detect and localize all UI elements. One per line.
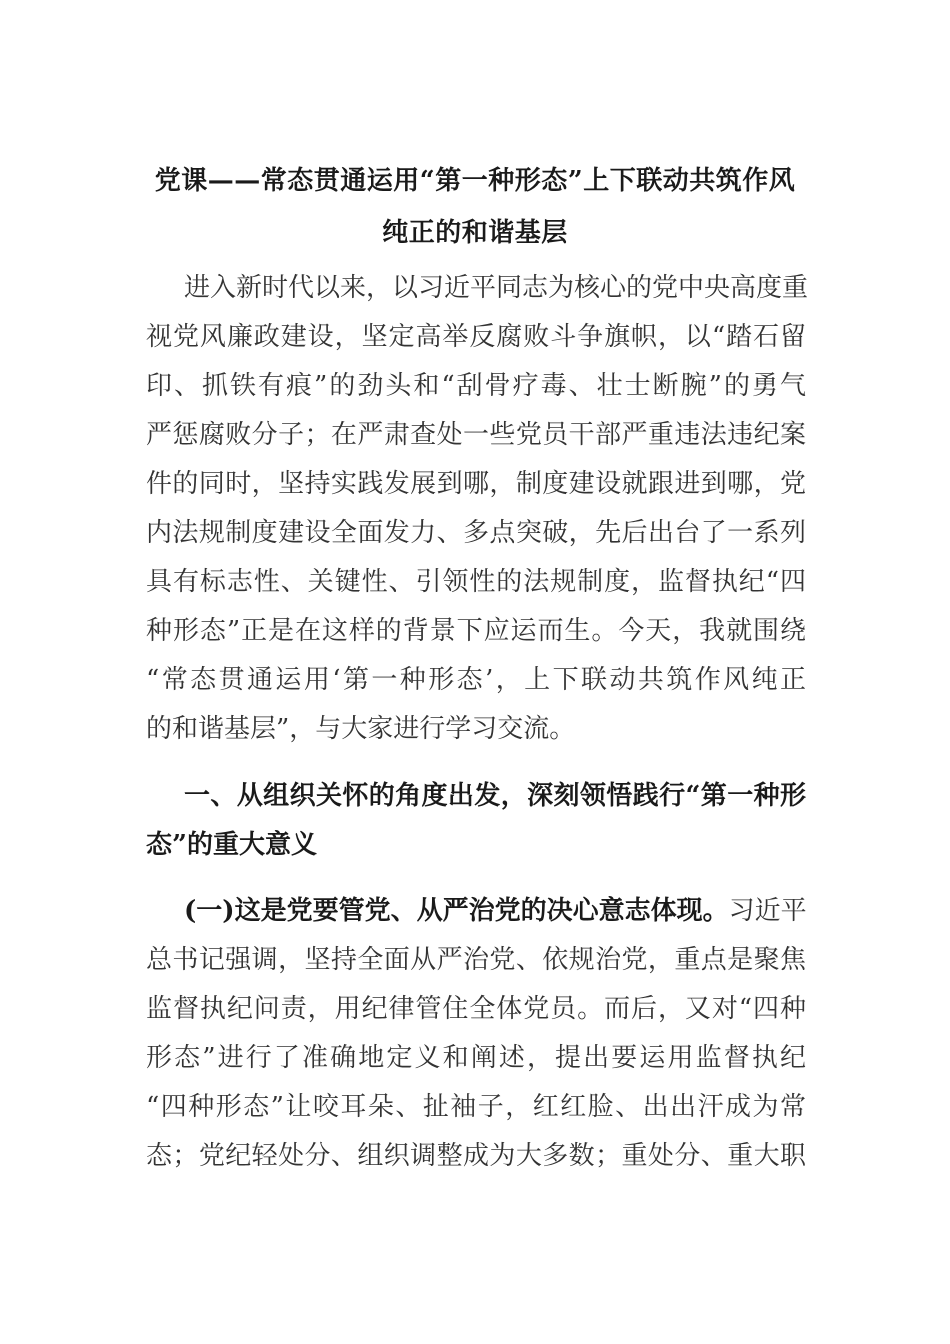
intro-line: 件的同时，坚持实践发展到哪，制度建设就跟进到哪，党 (146, 469, 806, 499)
subsection-heading: (一)这是党要管党、从严治党的决心意志体现。 (184, 896, 729, 926)
intro-line: 内法规制度建设全面发力、多点突破，先后出台了一系列 (146, 518, 806, 548)
document-title-line-1: 党课——常态贯通运用“第一种形态”上下联动共筑作风 (154, 166, 796, 196)
intro-line: 视党风廉政建设，坚定高举反腐败斗争旗帜，以“踏石留 (146, 322, 806, 352)
subsection-line: 态；党纪轻处分、组织调整成为大多数；重处分、重大职 (146, 1141, 806, 1171)
intro-line: “常态贯通运用‘第一种形态’，上下联动共筑作风纯正 (146, 665, 806, 695)
subsection-line: 监督执纪问责，用纪律管住全体党员。而后，又对“四种 (146, 994, 806, 1024)
subsection-first-line (184, 893, 806, 929)
intro-line: 进入新时代以来，以习近平同志为核心的党中央高度重 (184, 273, 809, 303)
subsection-line: 形态”进行了准确地定义和阐述，提出要运用监督执纪 (146, 1043, 806, 1073)
subsection-line: “四种形态”让咬耳朵、扯袖子，红红脸、出出汗成为常 (146, 1092, 806, 1122)
section-heading-line: 态”的重大意义 (146, 830, 317, 860)
intro-line: 具有标志性、关键性、引领性的法规制度，监督执纪“四 (146, 567, 806, 597)
subsection-text: 习近平 (728, 896, 807, 926)
intro-line: 的和谐基层”，与大家进行学习交流。 (146, 714, 576, 744)
subsection-line: 总书记强调，坚持全面从严治党、依规治党，重点是聚焦 (146, 945, 806, 975)
intro-line: 严惩腐败分子；在严肃查处一些党员干部严重违法违纪案 (146, 420, 806, 450)
document-title-line-2: 纯正的和谐基层 (382, 218, 568, 248)
intro-line: 种形态”正是在这样的背景下应运而生。今天，我就围绕 (146, 616, 806, 646)
intro-line: 印、抓铁有痕”的劲头和“刮骨疗毒、壮士断腕”的勇气 (146, 371, 806, 401)
section-heading-line: 一、从组织关怀的角度出发，深刻领悟践行“第一种形 (184, 781, 806, 811)
